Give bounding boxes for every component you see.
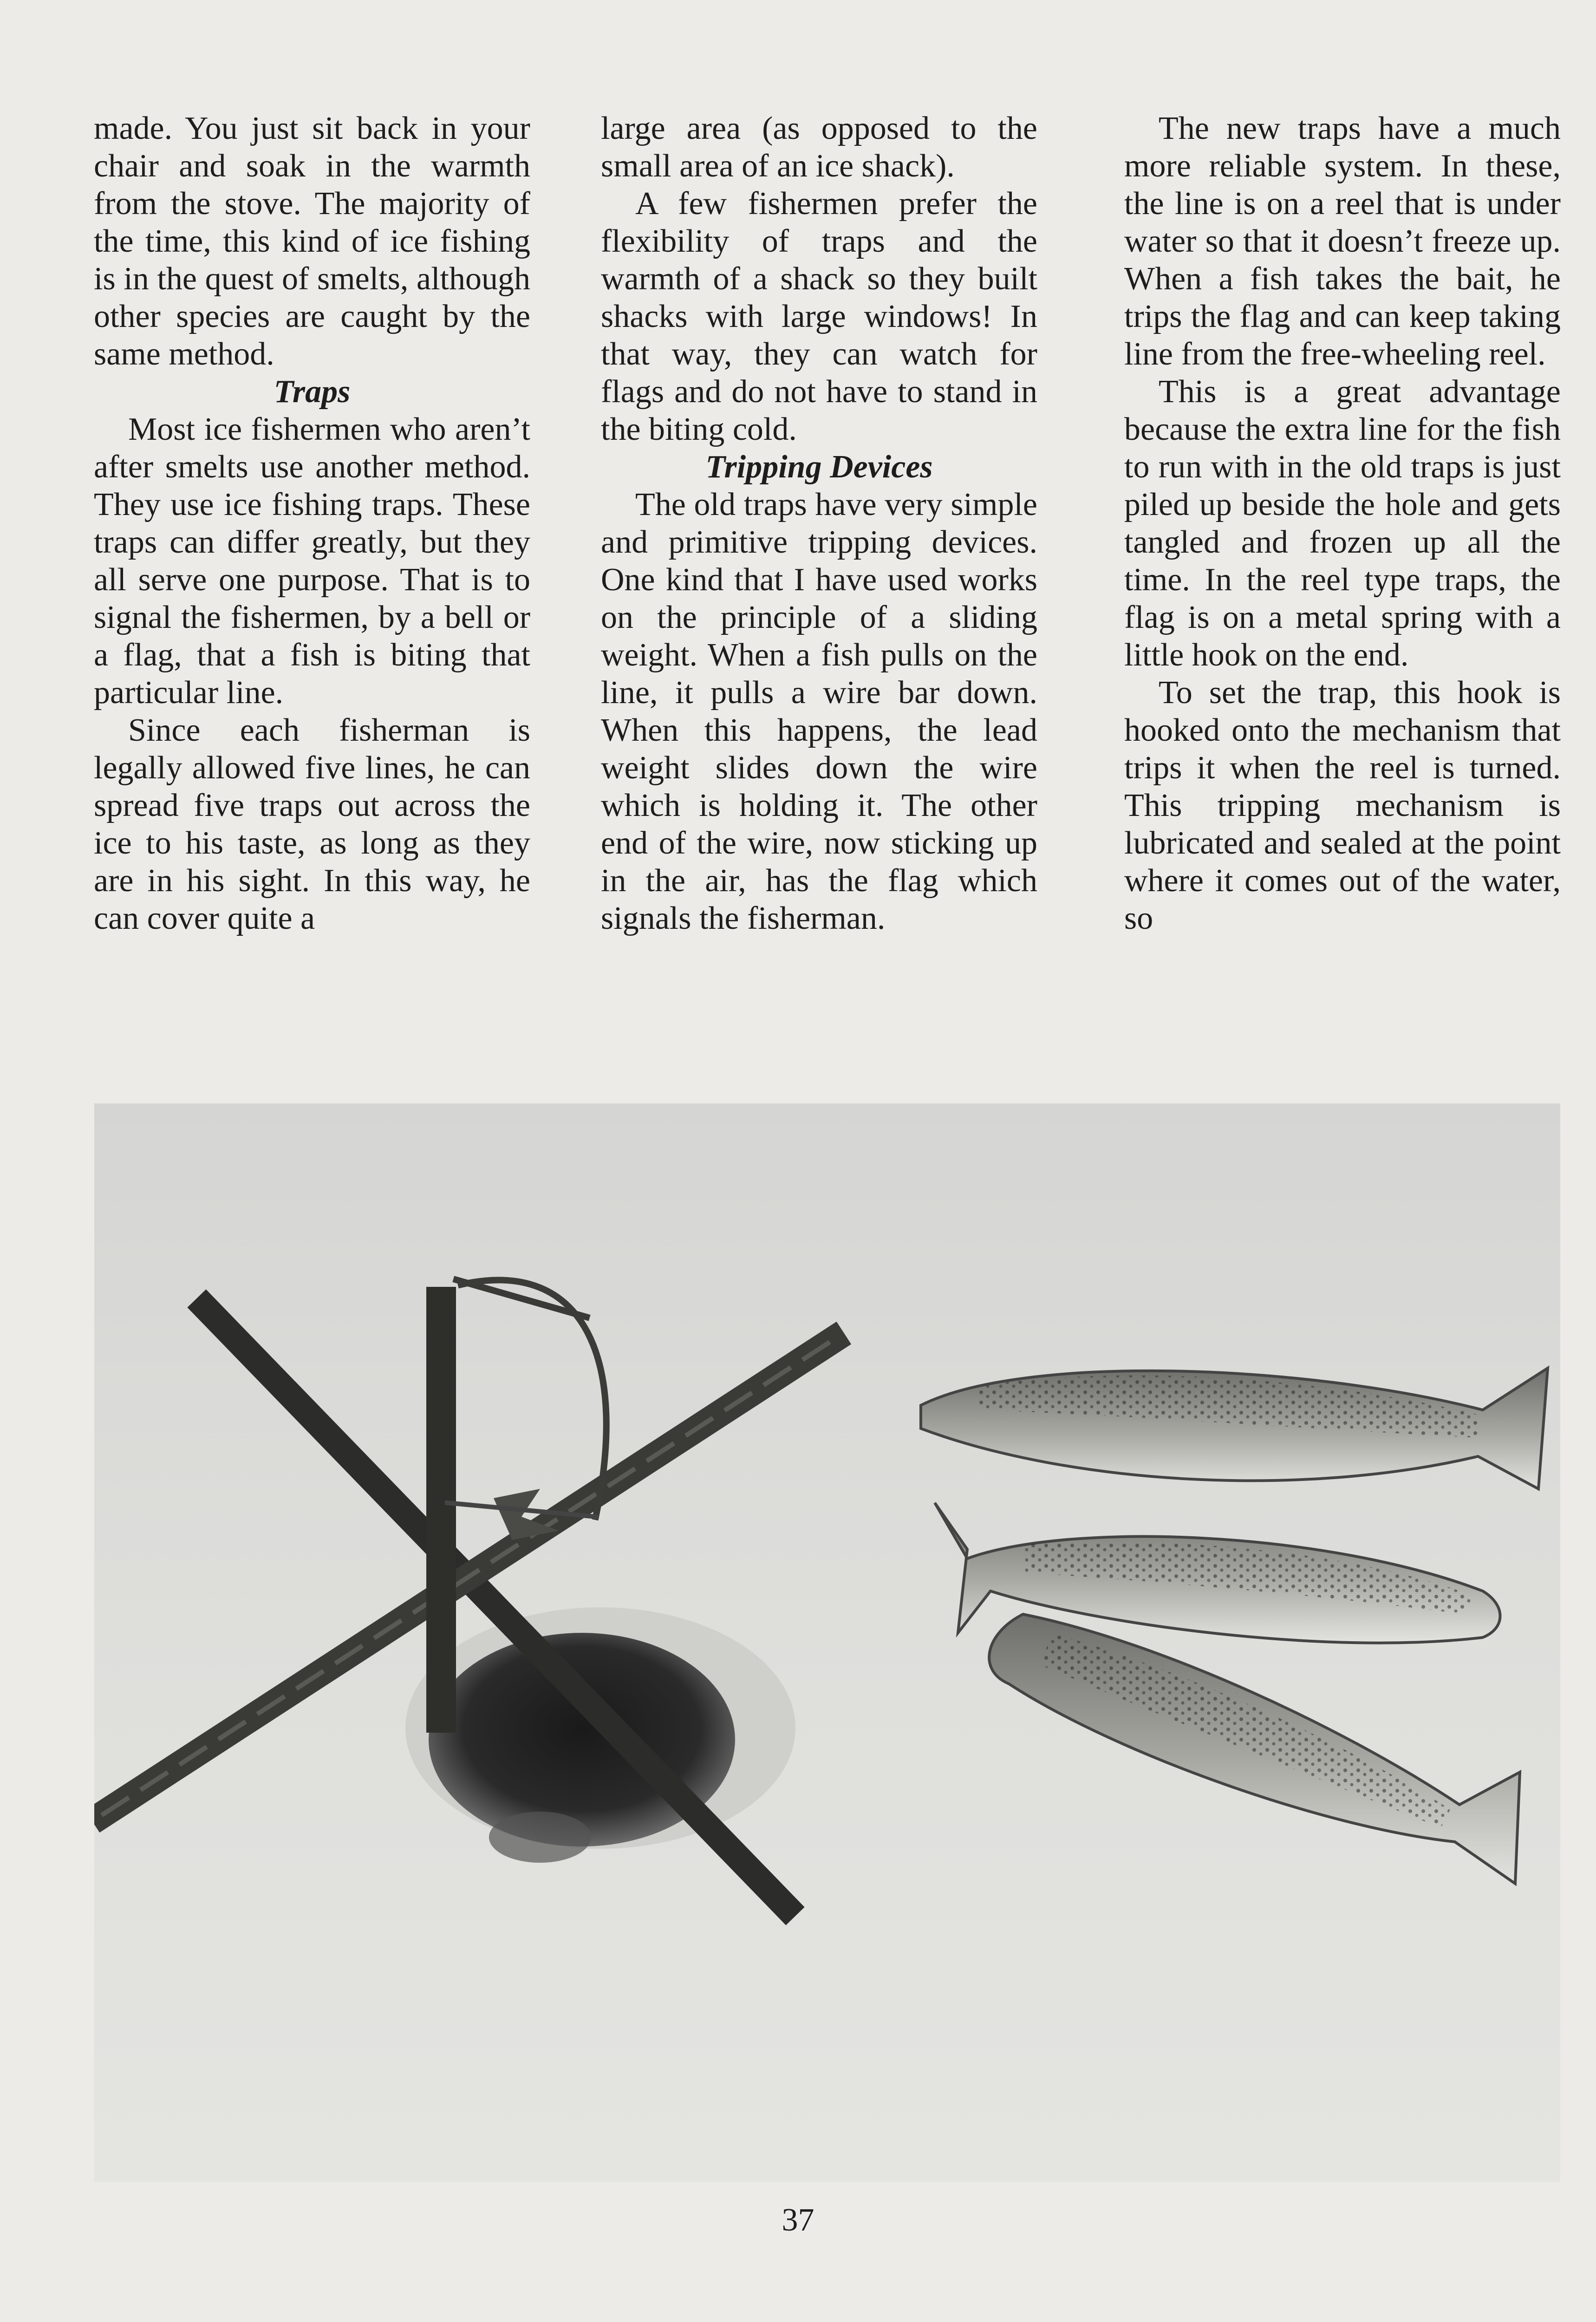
paragraph: To set the trap, this hook is hooked onto the mechanism that trips it when the reel is turned. This tripping mechanism is lubricated and sealed at the point where it comes out of the water, so (1124, 675, 1561, 936)
paragraph: This is a great advantage because the extra line for the fish to run with in the old traps is just piled up beside the hole and gets tangled and frozen up all the time. In the reel type traps, the flag is on a metal spring with a little hook on the end. (1124, 374, 1561, 673)
section-heading-tripping-devices: Tripping Devices (705, 449, 933, 485)
paragraph: made. You just sit back in your chair and soak in the warmth from the stove. The majority of the time, this kind of ice fishing is in the quest of smelts, although other species are caught by the same method. (94, 111, 530, 372)
paragraph: The new traps have a much more reliable system. In these, the line is on a reel that is under water so that it doesn’t freeze up. When a fish takes the bait, he trips the flag and can keep taking line from the free-wheeling reel. (1124, 111, 1561, 372)
photo-illustration (94, 1103, 1560, 2182)
text-column-2 (601, 110, 1037, 937)
paragraph: Since each fisherman is legally allowed five lines, he can spread five traps out across the ice to his taste, as long as they are in his sight. In this way, he can cover quite a (94, 712, 530, 936)
text-column-3 (1124, 110, 1561, 937)
ice-hole (405, 1607, 795, 1863)
photo-ice-trap-and-trout (94, 1103, 1560, 2182)
paragraph: large area (as opposed to the small area of an ice shack). (601, 111, 1037, 184)
paragraph: Most ice fishermen who aren’t after smelts use another method. They use ice fishing traps. These traps can differ greatly, but they all serve one purpose. That is to signal the fishermen, by a bell or a flag, that a fish is biting that particular line. (94, 411, 530, 711)
paragraph: The old traps have very simple and primitive tripping devices. One kind that I have used works on the principle of a sliding weight. When a fish pulls on the line, it pulls a wire bar down. When this happens, the lead weight slides down the wire which is holding it. The other end of the wire, now sticking up in the air, has the flag which signals the fisherman. (601, 487, 1037, 936)
paragraph: A few fishermen prefer the flexibility of traps and the warmth of a shack so they built shacks with large windows! In that way, they can watch for flags and do not have to stand in the biting cold. (601, 186, 1037, 447)
text-column-1 (94, 110, 530, 937)
trout-3 (989, 1614, 1520, 1884)
section-heading-traps: Traps (274, 374, 351, 410)
trout-1 (921, 1368, 1548, 1489)
page-number: 37 (782, 2202, 814, 2238)
